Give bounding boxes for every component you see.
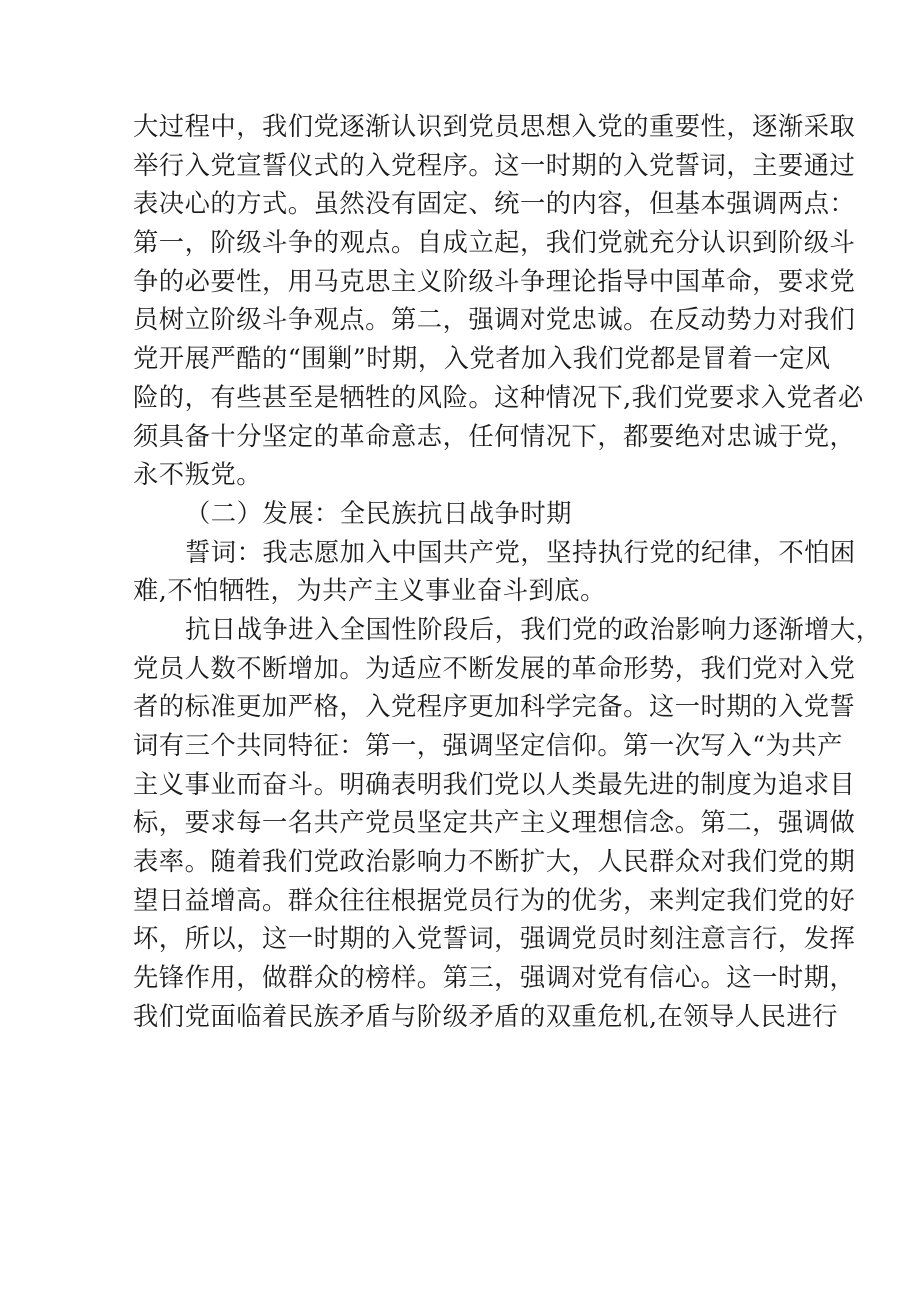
oath-text-line: 难,不怕牺牲，为共产主义事业奋斗到底。 <box>133 576 606 606</box>
text-line: 先锋作用，做群众的榜样。第三，强调对党有信心。这一时期， <box>133 963 856 993</box>
section-heading: （二）发展：全民族抗日战争时期 <box>185 498 572 528</box>
text-line: 者的标准更加严格，入党程序更加科学完备。这一时期的入党誓 <box>133 692 856 722</box>
text-line: 党员人数不断增加。为适应不断发展的革命形势，我们党对入党 <box>133 653 856 683</box>
text-line: 坏，所以，这一时期的入党誓词，强调党员时刻注意言行，发挥 <box>133 924 856 954</box>
text-line: 表决心的方式。虽然没有固定、统一的内容，但基本强调两点： <box>133 189 856 219</box>
paragraph-start-line: 抗日战争进入全国性阶段后，我们党的政治影响力逐渐增大， <box>185 614 882 644</box>
text-line: 永不叛党。 <box>133 460 262 490</box>
text-line: 大过程中，我们党逐渐认识到党员思想入党的重要性，逐渐采取 <box>133 112 856 141</box>
text-line: 举行入党宣誓仪式的入党程序。这一时期的入党誓词，主要通过 <box>133 150 856 180</box>
text-line: 望日益增高。群众往往根据党员行为的优劣，来判定我们党的好 <box>133 885 856 915</box>
text-line: 词有三个共同特征：第一，强调坚定信仰。第一次写入“为共产 <box>133 731 843 760</box>
text-line: 党开展严酷的“围剿”时期，入党者加入我们党都是冒着一定风 <box>133 344 831 374</box>
text-line: 主义事业而奋斗。明确表明我们党以人类最先进的制度为追求目 <box>133 769 856 799</box>
text-line: 第一，阶级斗争的观点。自成立起，我们党就充分认识到阶级斗 <box>133 228 856 258</box>
text-line: 表率。随着我们党政治影响力不断扩大，人民群众对我们党的期 <box>133 847 856 877</box>
body-text <box>133 108 882 1037</box>
text-line: 须具备十分坚定的革命意志，任何情况下，都要绝对忠诚于党， <box>133 421 856 451</box>
text-line: 我们党面临着民族矛盾与阶级矛盾的双重危机,在领导人民进行 <box>133 1001 839 1031</box>
oath-text-line: 誓词：我志愿加入中国共产党，坚持执行党的纪律，不怕困 <box>185 537 856 567</box>
text-line: 险的，有些甚至是牺牲的风险。这种情况下,我们党要求入党者必 <box>133 382 864 412</box>
text-line: 标，要求每一名共产党员坚定共产主义理想信念。第二，强调做 <box>133 808 856 838</box>
text-line: 员树立阶级斗争观点。第二，强调对党忠诚。在反动势力对我们 <box>133 305 856 335</box>
text-line: 争的必要性，用马克思主义阶级斗争理论指导中国革命，要求党 <box>133 266 856 296</box>
